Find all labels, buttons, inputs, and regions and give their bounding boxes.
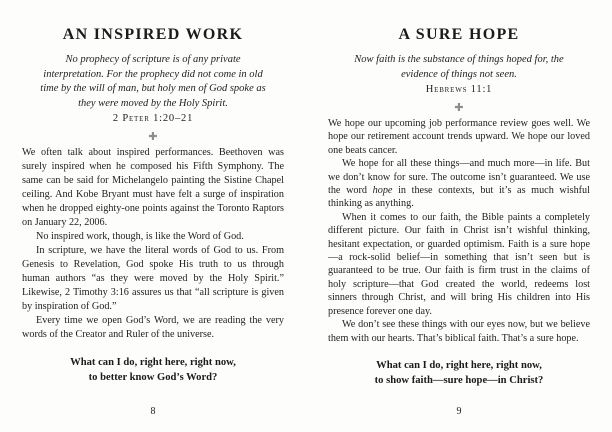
paragraph: In scripture, we have the literal words of God to us. From Genesis to Revelation, God spoke His truth to us through human authors “as they were moved by the Holy Spirit.” Likewise, 2 Timothy 3:16 assures us that “all scripture is given by inspiration of God.”: [22, 245, 284, 312]
page-number: 8: [150, 406, 156, 417]
question-line: to show faith—sure hope—in Christ?: [374, 374, 544, 386]
right-page: [306, 0, 612, 432]
paragraph: We don’t see these things with our eyes now, but we believe them with our hearts. That’s biblical faith. That’s a sure hope.: [328, 319, 590, 344]
paragraph: Every time we open God’s Word, we are reading the very words of the Creator and Ruler of the universe.: [22, 315, 284, 340]
paragraph: We often talk about inspired performances. Beethoven was surely inspired when he composed his Fifth Symphony. The same can be said for Michelangelo painting the Sistine Chapel ceiling. And Kobe Bryant must have felt a surge of inspiration when he dropped eighty-one points against the Toronto Raptors on January 22, 2006.: [22, 147, 284, 228]
body-text: [328, 117, 590, 345]
scripture-reference: 2 Peter 1:20–21: [112, 113, 194, 124]
reflection-question: [328, 358, 590, 388]
paragraph-text: We hope for all these things—and much more—in life. But we don’t know for sure. The outcome isn’t guaranteed. We use the word: [328, 158, 590, 197]
question-line: What can I do, right here, right now,: [70, 357, 236, 368]
scripture-reference: Hebrews 11:1: [425, 84, 493, 95]
cross-ornament-icon: ✚: [454, 101, 464, 114]
cross-ornament-icon: ✚: [148, 130, 158, 143]
epigraph-verse: No prophecy of scripture is of any private interpretation. For the prophecy did not come in old time by the will of man, but holy men of God spoke as they were moved by the Holy Spirit.: [40, 54, 266, 109]
italic-word: hope: [372, 185, 393, 197]
question-line: What can I do, right here, right now,: [376, 359, 542, 371]
paragraph: We hope our upcoming job performance review goes well. We hope our retirement account trends upward. We hope our loved one beats cancer.: [328, 118, 590, 156]
paragraph: [328, 157, 590, 211]
paragraph-text: in these contexts, but it’s as much wishful thinking as anything.: [328, 185, 590, 210]
question-line: to better know God’s Word?: [88, 372, 218, 383]
epigraph-verse: Now faith is the substance of things hoped for, the evidence of things not seen.: [354, 54, 564, 80]
paragraph: No inspired work, though, is like the Word of God.: [36, 231, 244, 242]
body-text: [22, 146, 284, 342]
chapter-title: A SURE HOPE: [398, 26, 520, 43]
paragraph: When it comes to our faith, the Bible paints a completely different picture. Our faith in Christ isn’t wishful thinking, hesitant expectation, or guarded optimism. Faith is a sure hope—a rock-solid belief—in something that isn’t seen but is guaranteed to be true. Our faith is firm trust in the claims of holy scripture—that God created the world, redeems lost sinners through Christ, and will bring His children into His presence forever one day.: [328, 211, 590, 317]
page-number: 9: [456, 406, 462, 417]
reflection-question: [22, 355, 284, 385]
chapter-title: AN INSPIRED WORK: [62, 26, 244, 43]
